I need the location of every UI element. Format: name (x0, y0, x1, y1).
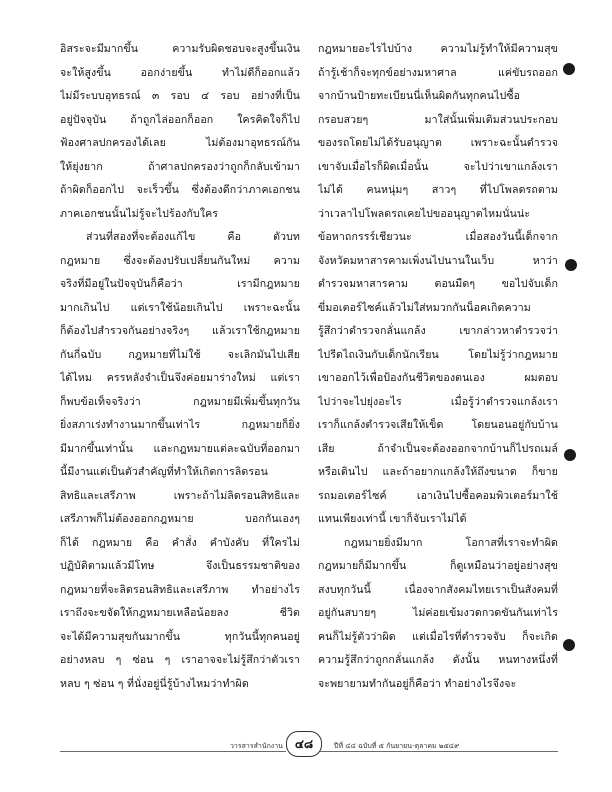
text-line: สิทธิและเสรีภาพ เพราะถ้าไม่ลิดรอนสิทธิและ (60, 489, 300, 502)
text-line: กฎหมายก็มีมากขึ้น ก็ดูเหมือนว่าอยู่อย่างสุข (318, 560, 558, 572)
punch-hole-mark (565, 450, 575, 460)
text-line: สงบทุกวันนี้ เนื่องจากสังคมไทยเราเป็นสังคมที่ (318, 583, 558, 596)
punch-hole-mark (564, 64, 574, 74)
text-line: ส่วนที่สองที่จะต้องแก้ไข คือ ตัวบท (86, 231, 300, 243)
text-line: ให้ยุ่งยาก ถ้าศาลปกครองว่าถูกก็กลับเข้ามา (60, 160, 300, 173)
left-column (60, 38, 300, 696)
text-line: หรือเดินไป และถ้าอยากแกล้งให้ถึงขนาด ก็ขาย (318, 466, 558, 478)
text-line: เราก็แกล้งตำรวจเสียให้เข็ด โดยนอนอยู่กับบ้าน (318, 419, 558, 431)
text-line: เราถึงจะขจัดให้กฎหมายเหลือน้อยลง ชีวิต (60, 607, 300, 619)
text-line: อย่างหลบ ๆ ซ่อน ๆ เราอาจจะไม่รู้สึกว่าตัวเรา (60, 654, 300, 666)
text-line: ฟ้องศาลปกครองได้เลย ไม่ต้องมาอุทธรณ์กัน (60, 137, 300, 149)
text-line: อิสระจะมีมากขึ้น ความรับผิดชอบจะสูงขึ้นเงิน (60, 43, 300, 55)
text-line: ไปว่าจะไปยุ่งอะไร เมื่อรู้ว่าตำรวจแกล้งเรา (318, 395, 558, 408)
text-line: มีมากขึ้นเท่านั้น และกฎหมายแต่ละฉบับที่ออกมา (60, 442, 300, 455)
text-line: เสรีภาพก็ไม่ต้องออกกฎหมาย บอกกันเองๆ (60, 513, 300, 525)
text-line: ความรู้สึกว่าถูกกลั่นแกล้ง ดังนั้น หนทางหนึ่งที่ (318, 654, 558, 666)
text-line: ขี่มอเตอร์ไซค์แล้วไม่ใส่หมวกกันน็อคเกิดความ (318, 301, 531, 314)
text-line: อยู่ปัจจุบัน ถ้าถูกไล่ออกก็ออก ใครคิดใจก็ไป (60, 113, 300, 126)
text-line: กฎหมายยิ่งมีมาก โอกาสที่เราจะทำผิด (344, 536, 558, 549)
text-line: ก็ได้ กฎหมาย คือ คำสั่ง คำบังคับ ที่ใครไม่ (60, 536, 300, 549)
right-paragraph-2 (318, 532, 558, 697)
text-line: อยู่กันสบายๆ ไม่ค่อยเข้มงวดกวดขันกันเท่าไร (318, 607, 558, 619)
text-line: รู้สึกว่าตำรวจกลั่นแกล้ง เขากล่าวหาตำรวจว่า (318, 325, 558, 337)
text-line: ได้ไหม ครรหลังจำเป็นจึงค่อยมาร่างใหม่ แต่เรา (60, 372, 300, 384)
left-paragraph-2 (60, 226, 300, 696)
right-column (318, 38, 558, 696)
left-paragraph-1 (60, 38, 300, 226)
text-line: ถ้าผิดก็ออกไป จะเร็วขึ้น ซึ่งต้องดีกว่าภาคเอกชน (60, 184, 300, 196)
text-line: ภาคเอกชนนั้นไม่รู้จะไปร้องกับใคร (60, 207, 219, 220)
text-line: นี้มีงานแต่เป็นตัวสำคัญที่ทำให้เกิดการลิดรอน (60, 466, 268, 478)
text-line: จากบ้านป้ายทะเบียนนี่เห็นผิดกันทุกคนไปซื้อ (318, 90, 521, 102)
text-line: กฎหมาย ซึ่งจะต้องปรับเปลี่ยนกันใหม่ ความ (60, 254, 300, 267)
text-line: ไปรีดไถเงินกับเด็กนักเรียน โดยไม่รู้ว่ากฎหมาย (318, 348, 558, 361)
page-number: ๔๘ (286, 731, 322, 757)
text-line: ถ้ารู้เช้าก็จะทุกข์อย่างมหาศาล แค่ขับรถออก (318, 66, 558, 79)
text-line: ก็ต้องไปสำรวจกันอย่างจริงๆ แล้วเราใช้กฎหมาย (60, 325, 300, 337)
text-line: ข้อหาถกรรร์เชียวนะ เมื่อสองวันนี้เด็กจาก (318, 231, 558, 243)
footer-publication-label: วารสารสำนักงาน (230, 742, 283, 750)
text-line: จังหวัดมหาสารคามเพิ่งนไปนานในเว็บ หาว่า (318, 254, 558, 267)
text-line: ตำรวจมหาสารคาม ตอนมืดๆ ขอไปจับเด็ก (318, 278, 558, 290)
punch-hole-mark (564, 640, 574, 650)
text-line: ยิ่งสภาเร่งทำงานมากขึ้นเท่าไร กฎหมายก็ยิ่ง (60, 419, 300, 431)
text-line: ไม่ได้ คนหนุ่มๆ สาวๆ ที่ไปโพลดรถตาม (318, 184, 558, 196)
text-line: ของรถโดยไม่ได้รับอนุญาต เพราะฉะนั้นตำรวจ (318, 137, 558, 149)
text-line: จะให้สูงขึ้น ออกง่ายขึ้น ทำไม่ดีก็ออกแล้ว (60, 66, 300, 79)
text-line: ก็พบข้อเท็จจริงว่า กฎหมายมีเพิ่มขึ้นทุกวัน (60, 395, 300, 408)
text-line: ปฏิบัติตามแล้วมีโทษ จึงเป็นธรรมชาติของ (60, 560, 300, 572)
text-line: มากเกินไป แต่เราใช้น้อยเกินไป เพราะฉะนั้น (60, 301, 300, 314)
text-line: แทนเพียงเท่านี้ เขาก็จับเราไม่ได้ (318, 513, 467, 525)
text-line: เขาจับเมื่อไรก็ผิดเมื่อนั้น จะไปว่าเขาแกล้งเรา (318, 160, 558, 173)
right-paragraph-1 (318, 38, 558, 532)
text-line: จะพยายามทำกันอยู่ก็คือว่า ทำอย่างไรจึงจะ (318, 677, 517, 690)
footer-issue-label: ปีที่ ๔๔ ฉบับที่ ๕ กันยายน-ตุลาคม ๒๕๔๙ (334, 742, 460, 750)
text-line: เขาออกไว้เพื่อป้องกันชีวิตของตนเอง ผมตอบ (318, 372, 558, 384)
text-line: จริงที่มีอยู่ในปัจจุบันก็คือว่า เรามีกฎหมาย (60, 278, 300, 290)
text-line: กรอบสวยๆ มาใส่นั้นเพิ่มเติมส่วนประกอบ (318, 113, 558, 126)
text-line: เสีย ถ้าจำเป็นจะต้องออกจากบ้านก็ไปรถเมล์ (318, 442, 558, 455)
text-line: ว่าเวลาไปโพลดรถเคยไปขออนุญาตไหมนั่นน่ะ (318, 207, 531, 220)
text-line: รถมอเตอร์ไซค์ เอาเงินไปซื้อคอมพิวเตอร์มาใช้ (318, 489, 558, 502)
text-line: จะได้มีความสุขกันมากขึ้น ทุกวันนี้ทุกคนอยู่ (60, 630, 300, 643)
text-line: กันกี่ฉบับ กฎหมายที่ไม่ใช้ จะเลิกมันไปเสีย (60, 348, 300, 361)
text-line: คนก็ไม่รู้ตัวว่าผิด แต่เมื่อไรที่ตำรวจจับ ก็จะเกิด (318, 630, 558, 643)
text-line: กฎหมายที่จะลิดรอนสิทธิและเสรีภาพ ทำอย่างไร (60, 583, 300, 596)
punch-hole-mark (566, 260, 576, 270)
text-line: หลบ ๆ ซ่อน ๆ ที่นั่งอยู่นี่รู้บ้างไหมว่าทำผิด (60, 677, 249, 690)
text-line: กฎหมายอะไรไปบ้าง ความไม่รู้ทำให้มีความสุข (318, 43, 558, 55)
text-line: ไม่มีระบบอุทธรณ์ ๓ รอบ ๔ รอบ อย่างที่เป็น (60, 90, 300, 102)
